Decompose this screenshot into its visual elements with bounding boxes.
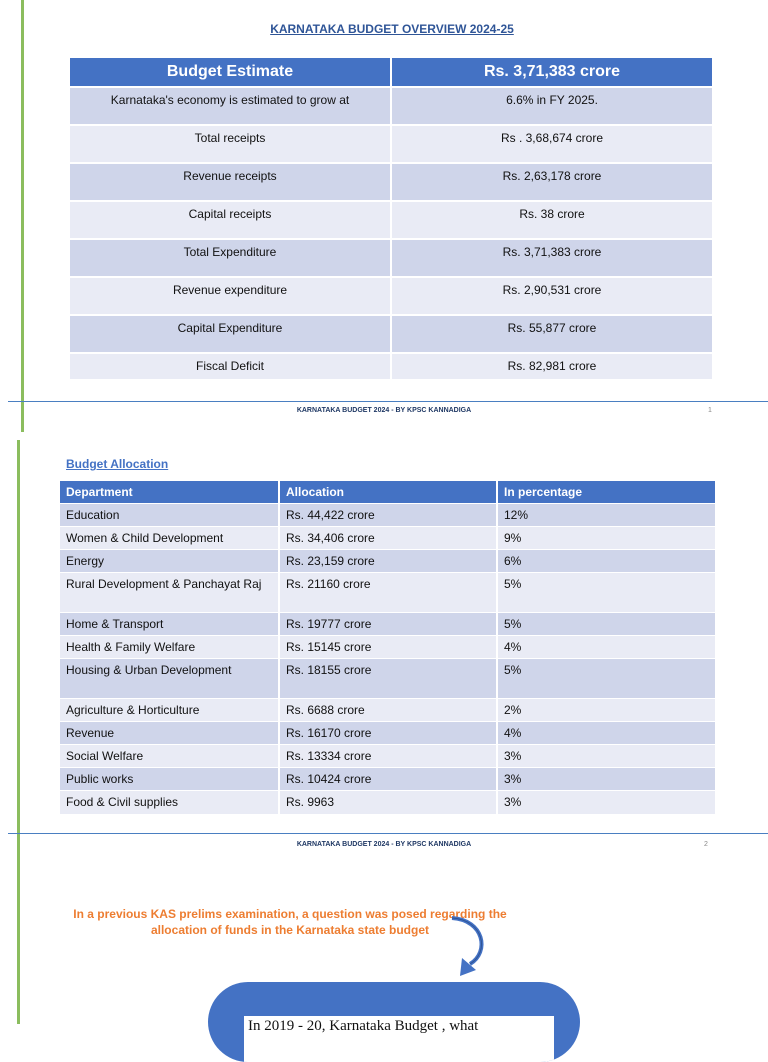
table-row: [60, 527, 715, 550]
row-value: Rs. 3,71,383 crore: [391, 239, 712, 277]
section-title: Budget Allocation: [66, 457, 169, 471]
row-label: Revenue expenditure: [70, 277, 391, 315]
allocation-cell: Rs. 18155 crore: [279, 659, 497, 699]
allocation-cell: Rs. 13334 crore: [279, 745, 497, 768]
curved-arrow-icon: [444, 912, 490, 980]
table-row: [70, 353, 712, 379]
header-cell: Rs. 3,71,383 crore: [391, 58, 712, 87]
allocation-cell: Rs. 34,406 crore: [279, 527, 497, 550]
percentage-cell: 4%: [497, 722, 715, 745]
table-row: [70, 315, 712, 353]
table-row: [70, 125, 712, 163]
row-label: Karnataka's economy is estimated to grow at: [70, 87, 391, 125]
page-divider: [8, 833, 768, 834]
department-cell: Health & Family Welfare: [60, 636, 279, 659]
row-label: Fiscal Deficit: [70, 353, 391, 379]
table-row: [70, 201, 712, 239]
allocation-cell: Rs. 44,422 crore: [279, 504, 497, 527]
table-header-row: [70, 58, 712, 87]
department-cell: Revenue: [60, 722, 279, 745]
table-row: [60, 504, 715, 527]
page-divider: [8, 401, 768, 402]
percentage-cell: 4%: [497, 636, 715, 659]
percentage-cell: 9%: [497, 527, 715, 550]
percentage-cell: 3%: [497, 745, 715, 768]
margin-bar: [21, 0, 24, 432]
percentage-cell: 3%: [497, 768, 715, 791]
allocation-cell: Rs. 15145 crore: [279, 636, 497, 659]
table-row: [60, 550, 715, 573]
table-row: [60, 791, 715, 814]
department-cell: Public works: [60, 768, 279, 791]
row-value: Rs. 38 crore: [391, 201, 712, 239]
department-cell: Energy: [60, 550, 279, 573]
table-row: [60, 613, 715, 636]
table-row: [60, 745, 715, 768]
budget-allocation-table: [60, 481, 715, 814]
department-cell: Food & Civil supplies: [60, 791, 279, 814]
exam-note: In a previous KAS prelims examination, a question was posed regarding the allocation of funds in the Karnataka state budget: [73, 907, 507, 937]
row-label: Capital Expenditure: [70, 315, 391, 353]
percentage-cell: 5%: [497, 573, 715, 613]
department-cell: Education: [60, 504, 279, 527]
row-label: Total receipts: [70, 125, 391, 163]
margin-bar: [17, 440, 20, 1024]
row-value: Rs . 3,68,674 crore: [391, 125, 712, 163]
bubble-text: In 2019 - 20, Karnataka Budget , what: [244, 1016, 554, 1062]
row-label: Total Expenditure: [70, 239, 391, 277]
row-label: Capital receipts: [70, 201, 391, 239]
budget-estimate-table: [70, 58, 712, 379]
row-value: Rs. 2,90,531 crore: [391, 277, 712, 315]
page-footer: KARNATAKA BUDGET 2024 - BY KPSC KANNADIGA: [296, 841, 472, 848]
page-title: KARNATAKA BUDGET OVERVIEW 2024-25: [270, 22, 514, 36]
allocation-cell: Rs. 21160 crore: [279, 573, 497, 613]
header-cell: In percentage: [497, 481, 715, 504]
table-row: [60, 699, 715, 722]
page-number: 2: [704, 841, 708, 848]
header-cell: Budget Estimate: [70, 58, 391, 87]
department-cell: Rural Development & Panchayat Raj: [60, 573, 279, 613]
table-row: [60, 636, 715, 659]
percentage-cell: 12%: [497, 504, 715, 527]
row-value: Rs. 82,981 crore: [391, 353, 712, 379]
allocation-cell: Rs. 10424 crore: [279, 768, 497, 791]
table-row: [70, 163, 712, 201]
allocation-cell: Rs. 23,159 crore: [279, 550, 497, 573]
department-cell: Housing & Urban Development: [60, 659, 279, 699]
table-row: [60, 573, 715, 613]
row-value: Rs. 2,63,178 crore: [391, 163, 712, 201]
allocation-cell: Rs. 16170 crore: [279, 722, 497, 745]
percentage-cell: 6%: [497, 550, 715, 573]
department-cell: Home & Transport: [60, 613, 279, 636]
department-cell: Social Welfare: [60, 745, 279, 768]
header-cell: Department: [60, 481, 279, 504]
answer-bubble: [208, 982, 580, 1062]
table-row: [70, 87, 712, 125]
table-row: [60, 722, 715, 745]
row-value: 6.6% in FY 2025.: [391, 87, 712, 125]
page-number: 1: [708, 407, 712, 414]
percentage-cell: 2%: [497, 699, 715, 722]
allocation-cell: Rs. 6688 crore: [279, 699, 497, 722]
allocation-cell: Rs. 9963: [279, 791, 497, 814]
table-row: [70, 277, 712, 315]
department-cell: Women & Child Development: [60, 527, 279, 550]
table-header-row: [60, 481, 715, 504]
percentage-cell: 5%: [497, 659, 715, 699]
header-cell: Allocation: [279, 481, 497, 504]
page-footer: KARNATAKA BUDGET 2024 - BY KPSC KANNADIGA: [296, 407, 472, 414]
table-row: [70, 239, 712, 277]
table-row: [60, 768, 715, 791]
allocation-cell: Rs. 19777 crore: [279, 613, 497, 636]
department-cell: Agriculture & Horticulture: [60, 699, 279, 722]
row-value: Rs. 55,877 crore: [391, 315, 712, 353]
percentage-cell: 5%: [497, 613, 715, 636]
table-row: [60, 659, 715, 699]
row-label: Revenue receipts: [70, 163, 391, 201]
percentage-cell: 3%: [497, 791, 715, 814]
